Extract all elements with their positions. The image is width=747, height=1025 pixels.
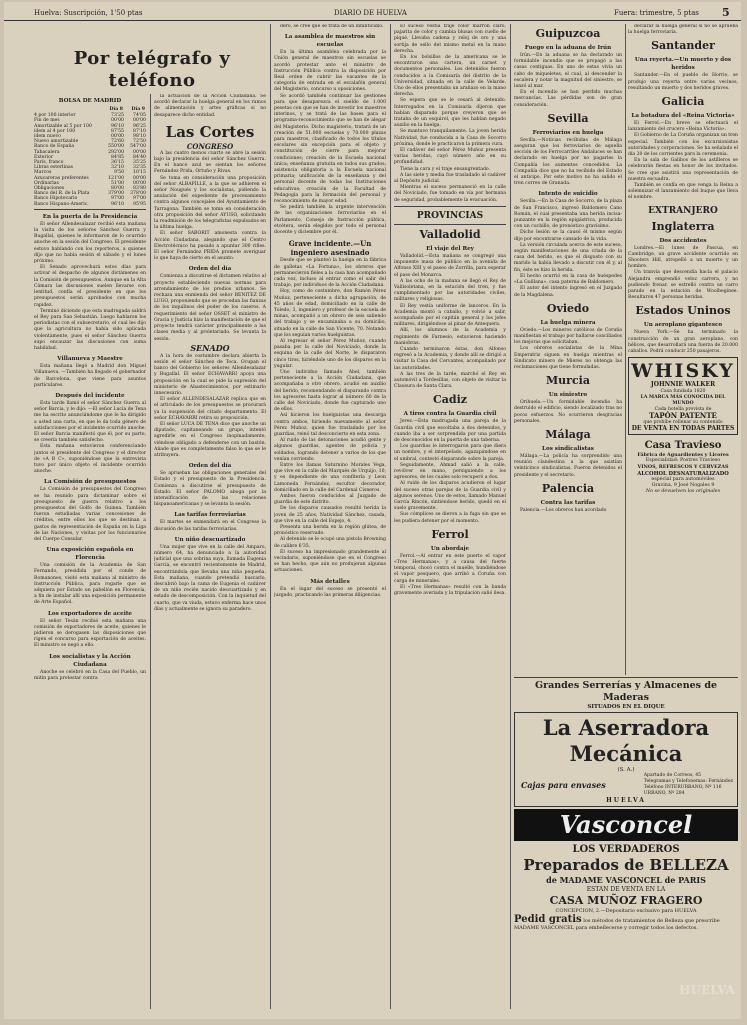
paragraph: A las cuatro menos cuarto se abre la sesión bajo la presidencia del señor Sánchez Guerra. En el banco azul se sientan los señores Fernández Prida, Ortuño y Rivas. xyxy=(154,150,266,175)
paragraph: La Comisión de presupuestos del Congreso se ha reunido para dictaminar sobre el presupuesto de guerra relativo a los presupuestos del Golfo de Guinea. También fueron estudiadas varias concesiones de créditos, entre ellos los que se destinan a gastos de representación de España en la Liga de las Naciones, y visitas por los funcionarios del Cuerpo Consular. xyxy=(34,487,146,542)
travieso-line: No se devuelven los originales xyxy=(645,489,721,495)
paragraph: Sevilla.—En la Casa de Socorro, de la plaza de San Francisco, ingresó Baldomero Cano Román, el cual presentaba una herida incisa-punzante en la región epigástrica, producida con un cuchillo, de pronóstico gravísimo. xyxy=(514,199,622,230)
paragraph: El señor Allendesalazar recibió esta mañana la visita de los señores Sánchez Guerra y Bugallal, quienes le informaron de lo ocurrido anoche en la sesión del Congreso. El presidente estuvo hablando con los reporteros, a quienes dijo que no había sesión el sábado y el lunes próximo. xyxy=(34,221,146,265)
column-6 xyxy=(628,24,738,675)
paragraph: El suceso vestía traje color marrón claro, pajarita de color y cambia blusas con cuello de piqué. Llevaba cadena y reloj de oro y una sortija de sello del mismo metal en la mano derecha. xyxy=(394,24,506,54)
headline: Una reyerta.—Un muerto y dos heridos xyxy=(634,57,732,72)
paragraph: Uno individuo llamado Abel, también perteneciente a la Acción Ciudadana, que acompañaba a otro obrero, acudió en auxilio del herido, recomendando el disparando contra los agresores hasta lograr al número 60 de la calle del Noviciado, donde fue capturado uno de ellos. xyxy=(274,369,386,413)
stock-name: Exterior xyxy=(34,154,54,160)
header-subscription: Huelva: Suscripción, 1'50 ptas xyxy=(34,9,143,17)
header-paper-title: DIARIO DE HUELVA xyxy=(334,9,407,17)
paragraph: En la sala de Galibos de los astilleros se celebrarán fiestas en honor de los invitados. Se cree que asistirá una representación de nuestra escuadra. xyxy=(628,158,738,182)
headline: Orden del día xyxy=(188,463,232,470)
paragraph: Se acordó también continuar las gestiones para que desaparezca el sueldo de 1.000 pesetas con que se han de investir los maestros interinos, y se tratá de las bases para el programa-reconocimiento que se han de alegar del Magisterio. Dicho magisterio, tratará de un creación de 51.000 escuelas y 70.000 plazas para maestros, clasificado de todos los títulos escolares sin excepción para el objeto y constitución de cierre para mejorar condiciones; creación de la Escuela nacional única; enseñanza gratuita en todos sus grados; asistencia obligatoria a la Escuela nacional primaria; unificación de la enseñanza y del personal docente de todas las Instituciones educativas; creación de la Facultad de Pedagogía para la formación del personal y reconocimiento de mayor edad. xyxy=(274,93,386,205)
whisky-sale: DE VENTA EN TODAS PARTES xyxy=(631,424,735,432)
headline: El viaje del Rey xyxy=(426,245,474,252)
stock-name: Nuevo amortizable xyxy=(34,139,79,145)
paragraph: declarar la huelga general si no se aprueba la huelga ferroviaria. xyxy=(628,24,738,36)
paragraph: El señor LUCA DE TENA dice que anoche un diputado, capitaneando un grupo, intentó agredirle en el Congreso inopinadamente, viéndose obligado a defenderse con un bastón. Añade que es completamente falso lo que se le atribuyera. xyxy=(154,421,266,458)
stock-value: 87'55 xyxy=(111,128,124,134)
headline: Los exportadores de aceite xyxy=(48,610,132,617)
paragraph: El señor Tesán recibió esta mañana una comisión de exportadores de aceite, quienes le pidieron se derogasen las disposiciones que rigen el concurso para exportación de aceites. El ministro se negó a ello. xyxy=(34,618,146,649)
paragraph: En la última asamblea celebrada por la Unión general de maestros sin escuelas se acordó protestar ante el ministro de Instrucción Pública contra la disposición por Real orden de cubrir las vacantes de la categoría de entrada en el escalafón general del Magisterio, concurso u oposiciones. xyxy=(274,50,386,93)
paragraph: Málaga.—La policía ha sorprendido una reunión clandestina a la que asistían veinticinco sindicalistas. Fueron detenidos el presidente y el secretario. xyxy=(514,453,622,478)
bottom-ads xyxy=(514,675,738,1005)
stock-name: 4 por 100 interior xyxy=(34,113,76,119)
travieso-line: Fábrica de Aguardientes y Licores xyxy=(637,451,729,458)
stock-value: 95'95 xyxy=(133,201,146,207)
paragraph: Sevilla.—Noticias recibidas de Málaga aseguran que los ferroviarios de aquella sección de los Ferrocarriles Andaluces se han declarado en huelga por no pagarles la Compañía los aumentos concedidos. La Compañía dice que no ha recibido del Estado el anticipo. Por este motivo no ha salido el tren correo de Granada. xyxy=(514,137,622,187)
paragraph: dero, se cree que se trata de un infanticidio. xyxy=(280,24,384,29)
paragraph: Ferrol.—Al entrar en este puerto el vapor «Tres Hermanas», y a causa del fuerte temporal, chocó contra el muelle, hundiéndose el vapor pesquero, que arribó a Coruña con carga de minerales. xyxy=(394,553,506,584)
vasconcel-casa: CASA MUÑOZ FRAGERO xyxy=(549,894,703,907)
paragraph: El «Tres Hermanas» resultó con la banda gravemente averiada y la tripulación salió ilesa. xyxy=(394,584,506,597)
stock-value: 80'00 xyxy=(111,186,124,192)
paragraph: El Senado aprovechará estos días para activar el despacho de algunos dictámenes en la Comisión de presupuestos. Aunque en la Alta Cámara las discusiones suelen llevarse con lentitud, confía el presidente en que los presupuestos serán aprobados con mucha rapidez. xyxy=(34,265,146,308)
aserradora-sa: (S. A.) xyxy=(617,767,635,773)
stock-name: Banco Hispano-Americ. xyxy=(34,201,89,207)
headline: Una exposición española en Florencia xyxy=(46,547,134,562)
stock-value: 32'35 xyxy=(133,165,146,171)
city-valladolid: Valladolid xyxy=(419,227,481,241)
stock-name: Marcos xyxy=(34,170,52,176)
whisky-sub: Cada botella provista de xyxy=(654,407,712,413)
provincias-title: PROVINCIAS xyxy=(416,210,484,221)
stock-value: 51'00 xyxy=(111,180,124,186)
congreso-title: CONGRESO xyxy=(186,141,234,151)
stock-value: 35'25 xyxy=(133,160,146,166)
country-inglaterra: Inglaterra xyxy=(651,219,715,233)
headline: Después del incidente xyxy=(55,392,125,399)
stock-value: 378'00 xyxy=(130,191,146,197)
paragraph: Una mujer que vive en la calle del Amparo, número 64, ha denunciado a la autoridad judicial que una sobrina suya, llamada Eugenia García, se encontró recientemente de Madrid, encontrándola que llevaba una niña pequeña. Esta mañana, cuando pretendió buscarlo, descubrió bajo la cama de Eugenia el cadáver de un niño recién nacido descuartizado y en estado de descomposición. Con la inquietud del cuarto, que va viuda, estuvo enferma hace unos días y actualmente se ignora su paradero. xyxy=(154,544,266,612)
stock-value: 84'40 xyxy=(133,154,146,160)
paragraph: Desde que se planteó la huelga en la fábrica de galletas «La Fortuna», los obreros que permanecieron fieles a la casa han acompañado cada vez, incluso al entrar como el salir del trabajo, por individuos de la Acción Ciudadana. xyxy=(274,258,386,289)
whisky-maker: JOHNNIE WALKER xyxy=(650,381,716,389)
stock-value: 97'00 xyxy=(133,196,146,202)
paragraph: El suceso ha impresionado grandemente al vecindario, suponiéndose que en el Congreso se han hecho, que aún no produjeran algunas actuaciones. xyxy=(274,549,386,574)
stock-name: ídem al 4 por 100 xyxy=(34,128,76,134)
paragraph: Cuando terminaron éstas, don Alfonso regresó a la Academia, y donde allí se dirigió a visitar la Casa del Cervantes, acompañado por las autoridades. xyxy=(394,346,506,371)
paragraph: Ambos fueron conducidos al Juzgado de guardia de este distrito. xyxy=(274,494,386,506)
headline: Grave incidente.—Un ingeniero asesinado xyxy=(288,239,372,258)
paragraph: A las siete y media fue trasladado al cadáver al Depósito judicial. xyxy=(394,172,506,185)
aserradora-city: HUELVA xyxy=(606,797,646,804)
headline: La asamblea de maestros sin escuelas xyxy=(284,34,376,49)
headline: Las tarifas ferroviarias xyxy=(174,512,246,519)
paragraph: Valladolid.—Esta mañana se congregó una imponente masa de público en la avenida de Alfonso XIII y el paseo de Zorrilla, para esperar el paso del Monarca. xyxy=(394,253,506,278)
stock-table xyxy=(34,106,146,207)
paragraph: Al ruido de los disparos acudieron el lugar del suceso otras parejas de la Guardia civil y algunos serenos. Uno de estos, llamado Manuel García Rincón, sintiéndose herido, quedó en el suelo gravemente. xyxy=(394,481,506,512)
stock-value: 32'10 xyxy=(111,165,124,171)
paragraph: Un tranvía que descendía hacia el palacio Alejandra emprendió veloz carrera, y no pudiendo frenar, se estrelló contra un carro parado en la estación de Woolbeginee. Resultaron 47 personas heridas. xyxy=(628,270,738,301)
stock-value: 00'00 xyxy=(111,134,124,140)
column-2 xyxy=(154,94,266,1009)
cortes-title: Las Cortes xyxy=(165,122,255,141)
paragraph: Hoy, como de costumbre, don Ramón Pérez Muñoz, perteneciente a dicha agrupación, de 45 años de edad, domiciliado en la calle de Toledo, 3, ingeniero y profesor de la escuela de minas, acompañó a un obrero de seis saliendo del trabajo y se encaminaba a su domicilio, situado en la calle de San Vicente, 70. Notando que los seguían varios huelguistas. xyxy=(274,289,386,338)
serrerias-location: SITUADOS EN EL DIQUE xyxy=(587,704,665,710)
section-title: Por telégrafo y teléfono xyxy=(73,48,231,91)
paragraph: La versión circulada acerca de este suceso, según manifestaciones de una criada de la casa del herido, es que el disgusto con su marido la había llevado a discutir con él y, al fin, éste se hizo la herida. xyxy=(514,242,622,273)
column-4 xyxy=(394,24,506,1009)
paragraph: Terminó diciendo que esta madrugada saldrá el Rey para San Sebastián. Luego hablaron los periodistas con el subsecretario, el cual les dijo que la agricultura no había sido aplicada violentamente, pues el señor Sánchez Guerra supo encauzar las discusiones con suma habilidad. xyxy=(34,308,146,351)
paragraph: Comienza a discutirse el dictamen relativo al proyecto estableciendo nuevas normas para arrendamiento de los predios urbanos. Se rechaza una enmienda del señor BENITEZ DE LUGO, proponiendo que se procedan las fianzas de los inquilinos del poder de los caseros. A requerimiento del señor OSSET el ministro de Gracia y Justicia hizo la manifestación de que el proyecto tendrá carácter principalmente a las clases media y al proletariado. Se levanta la sesión. xyxy=(154,274,266,342)
city-murcia: Murcia xyxy=(546,374,590,388)
whisky-founded: Casa fundada 1820 xyxy=(660,388,706,394)
paragraph: Orihuela.—Un formidable incendio ha destruido el edificio, siendo localizado tras no pocos esfuerzos. No ocurrieron desgracias personales. xyxy=(514,400,622,424)
headline: A tiros contra la Guardia civil xyxy=(403,411,497,418)
headline: Un aeroplano gigantesco xyxy=(643,322,723,329)
stock-value: 121'00 xyxy=(108,175,124,181)
stock-value: 97'00 xyxy=(111,196,124,202)
aserradora-cajas: Cajas para envases xyxy=(521,780,606,790)
headline: La Comisión de presupuestos xyxy=(44,479,136,486)
paragraph: Dicho lesión se la causó él mismo según dijo por encontrarse cansado de la vida. xyxy=(514,230,622,242)
stock-value: 72'50 xyxy=(133,139,146,145)
column-1 xyxy=(34,94,146,1009)
stock-value: 72'60 xyxy=(111,139,124,145)
headline: Más detalles xyxy=(310,578,350,585)
city-santander: Santander xyxy=(651,39,715,53)
paragraph: la actuación de la Acción Ciudadana. Se acordó declarar la huelga general en los ramos de alimentación y artes gráficas si no desaparece dicho entidad. xyxy=(154,94,266,118)
travieso-line: Especialidad: Postres Travieso xyxy=(645,458,721,464)
headline: Contra las tarifas xyxy=(540,499,596,506)
travieso-line: ALCOHOL DESNATURALIZADO xyxy=(637,470,729,477)
paragraph: Al regresar el señor Pérez Muñoz, cuando pasaba por la calle del Noviciado, donde la esquina de la calle del Norte, le dispararon cinco tiros, hiriéndole uno de los disparos en la yugular. xyxy=(274,338,386,369)
serrerias-headline: Grandes Serrerías y Almacenes de Maderas xyxy=(534,680,718,703)
headline: Un siniestro xyxy=(548,392,588,399)
column-5 xyxy=(514,24,622,675)
paragraph: Santander.—En el pueblo de Horrio, se produjo una reyerta entre varios vecinos, resultando un muerto y dos heridos graves. xyxy=(628,73,738,91)
stock-value: 83'80 xyxy=(133,186,146,192)
stock-name: Azucareras preferentes xyxy=(34,175,89,181)
paragraph: En el lugar del suceso se presentó el juzgado, practicando las primeras diligencias. xyxy=(274,586,386,598)
paragraph: En los bolsillos de la americana se le encontraron una cartera, un carnet y documentos personales. Los detenidos fueron conducidos a la Comisaría del distrito de la Universidad, situada en la calle de Velarde. Uno de ellos presentaba un arañazo en la mano derecha. xyxy=(394,55,506,98)
headline: Ferroviarios en huelga xyxy=(532,129,604,136)
paragraph: El hecho ocurrió en la casa de huéspedes «La Guillana», casa paterna de Baldomero. xyxy=(514,273,622,286)
stock-header-day8: Día 8 xyxy=(109,107,123,112)
paragraph: Se espera que se le cesará al detenido. Interrogados en la Comisaría dijeron que habían disparado porque creyeron que se trataba de un esquirol, que les habían negado auxilio en la huelga. xyxy=(394,98,506,129)
column-3 xyxy=(274,24,386,1009)
country-estados-unidos: Estados Uninos xyxy=(635,304,731,318)
travieso-name: Casa Travieso xyxy=(644,439,722,451)
paragraph: Jerez.—Esta madrugada una pareja de la Guardia civil que escoltaba a dos detenidos, y cuando iba a ser sorprendida por una partida de desconocidos en la puerta de una taberna. xyxy=(394,419,506,443)
paragraph: Así hicieron los huelguistas una descarga contra ambos, hiriendo nuevamente al señor Pérez Muñoz, quien fue trasladado por los guardias, reinó tal desconcierto en esta zona. xyxy=(274,413,386,437)
paragraph: Allí, los alumnos de la Academia y regimiento de Farnesio, estuvieron haciendo maniobras. xyxy=(394,328,506,346)
bolsa-title: BOLSA DE MADRID xyxy=(58,98,122,104)
paragraph: Nueva York.—Se ha terminado la construcción de un gran aeroplano, con hélices, que desarrollará una fuerza de 20.000 caballos. Podrá conducir 250 pasajeros. xyxy=(628,330,738,355)
headline: Orden del día xyxy=(188,266,232,273)
aserradora-ad xyxy=(514,712,738,807)
paragraph: Al detenido se le ocupó una pistola Browning de calibre 6'35. xyxy=(274,537,386,549)
paragraph: Al ruido de las detonaciones acudió gente y algunos guardias, agentes de policía y soldados, logrando detener a varios de los que venían corriendo. xyxy=(274,438,386,462)
paragraph: El autor del intento ingresó en el Juzgado de la Magdalena. xyxy=(514,286,622,298)
stock-value: 292'00 xyxy=(108,149,124,155)
whisky-tagline: LA MARCA MÁS CONOCIDA DEL MUNDO xyxy=(640,394,726,406)
headline: La huelga minera xyxy=(540,319,596,326)
headline: Villanueva y Maestre xyxy=(57,356,123,363)
stock-value: 87'10 xyxy=(133,128,146,134)
stock-value: 00'00 xyxy=(133,180,146,186)
vasconcel-banner: Vasconcel xyxy=(514,809,738,841)
paragraph: Seguidamente, Ahmad salió a la calle, revólver en mano, persiguiendo a los agresores, de los cuales solo recuperó a dos. xyxy=(394,462,506,481)
stock-value: 84'85 xyxy=(111,154,124,160)
vasconcel-pedid-rest: los métodos de tratamientos de Belleza que prescribe MADAME VASCONCEL para embellecerse y corregir todos los defectos. xyxy=(514,918,720,931)
paragraph: Esta tarde llamó el señor Sánchez Guerra al señor Barcia, y le dijo: —El señor Lucía de Tena me ha escrito anunciándome que le ha dirigido a usted una carta, en que le da toda género de satisfacciones por el incidente ocurrido anoche. El señor Barcia manifestó que él, por su parte, se creería también satisfecho. xyxy=(34,400,146,444)
headline: Intento de suicidio xyxy=(538,191,598,198)
stock-name: ídem nuevo xyxy=(34,134,61,140)
stock-name: Banco del R. de la Plata xyxy=(34,191,90,197)
city-malaga: Málaga xyxy=(545,427,591,441)
stock-value: 550'00 xyxy=(108,144,124,150)
headline: Un niño descuartizado xyxy=(174,536,246,543)
stock-value: 98'10 xyxy=(133,134,146,140)
stock-value: 00'00 xyxy=(133,118,146,124)
watermark-text: HUELVA xyxy=(679,983,735,997)
city-sevilla: Sevilla xyxy=(547,111,589,125)
stock-value: 10'15 xyxy=(133,170,146,176)
vasconcel-preparados: Preparados de BELLEZA xyxy=(523,856,729,874)
vasconcel-estan: ESTAN DE VENTA EN LA xyxy=(586,886,666,893)
stock-value: 96'25 xyxy=(133,123,146,129)
stock-name: Banco Hipotecario xyxy=(34,196,78,202)
stock-name: Fin de mes xyxy=(34,118,60,124)
paragraph: Palencia.—Los obreros han acordado xyxy=(520,507,607,513)
stock-value: 74'05 xyxy=(133,113,146,119)
paragraph: Los guardias le interrogaron para que diera un nombre, y el interpelado, agazapándose en el umbral, contestó disparando sobre la pareja. xyxy=(394,444,506,462)
paragraph: De los disparos causados resultó herida la joven de 25 años, Natividad Sánchez, casada, que vive en la calle del Espejo, 4. xyxy=(274,506,386,524)
stock-header-day9: Día 9 xyxy=(131,107,145,112)
stock-value: 00'00 xyxy=(111,118,124,124)
stock-name: Ordinarias xyxy=(34,180,59,186)
stock-row xyxy=(34,202,146,207)
paragraph: El Ferrol.—En breve se efectuará el lanzamiento del crucero «Reina Victoria». xyxy=(628,121,738,133)
stock-name: Banco de España xyxy=(34,144,75,150)
paragraph: A las tres de la tarde, marchó el Rey en automóvil a Tordesillas, con objeto de visitar la Clausura de Santa Clara. xyxy=(394,371,506,390)
extranjero-title: EXTRANJERO xyxy=(648,205,718,216)
paragraph: Esta mañana estuvieron conferenciando juntos el presidente del Congreso y el director de «A B C», suponiéndose que la entrevista tuvo por único objeto el incidente ocurrido anoche. xyxy=(34,444,146,475)
city-ferrol: Ferrol xyxy=(431,527,469,541)
stock-name: Libras esterlinas xyxy=(34,165,74,171)
travieso-line: especial para automóviles xyxy=(651,476,715,482)
paragraph: Presenta una herida en la región glútea, de pronóstico reservado. xyxy=(274,525,386,537)
city-palencia: Palencia xyxy=(541,481,595,495)
aserradora-name: La Aserradora Mecánica xyxy=(542,715,710,766)
senado-title: SENADO xyxy=(190,342,230,353)
headline: Los sindicalistas xyxy=(542,445,594,452)
region-guipuzcoa: Guipuzcoa xyxy=(535,27,601,40)
stock-value: 73'25 xyxy=(111,113,124,119)
paragraph: Sus cómplices se dieron a la fuga sin que se les pudiera detener por el momento. xyxy=(394,512,506,524)
paragraph: Se aprueban las obligaciones generales del Estado y el presupuesto de la Presidencia. Comienza a discutirse el presupuesto de Estado. El señor PALOMO aboga por la intensificación de las relaciones hispanoamericanas y se levanta la sesión. xyxy=(154,471,266,508)
city-oviedo: Oviedo xyxy=(546,301,590,315)
paragraph: Se mantuvo tranquilamente. La joven herida Natividad, fue conducida a la Casa de Socorro próxima, donde le practicaron la primera cura. xyxy=(394,129,506,147)
stock-name: Tabacalera xyxy=(34,149,60,155)
stock-name: Obligaciones xyxy=(34,186,65,192)
paragraph: Irún.—En la aduana se ha declarado un formidable incendio que se propagó a las casas contiguas. En uno de estas vivía un cabo de miqueletes, el cual, al descender la escalera y notar la magnitud del siniestro, se lanzó al mar. xyxy=(514,53,622,90)
headline: Dos accidentes xyxy=(659,237,707,244)
stock-name: París, franco xyxy=(34,160,64,166)
stock-value: 00'00 xyxy=(133,149,146,155)
paragraph: El martes se enmendará en el Congreso la discusión de las tarifas ferroviarias. xyxy=(154,520,266,532)
travieso-line: VINOS, REFRESCOS Y CERVEZAS xyxy=(637,464,729,471)
whisky-patent: TAPÓN PATENTE xyxy=(649,411,717,421)
stock-name: Amortizable al 5 por 100 xyxy=(34,123,92,129)
header-price-outside: Fuera: trimestre, 5 ptas xyxy=(614,9,699,17)
paragraph: Mientras el suceso permaneció en la calle del Noviciado, fue tomado en vía por hermana de seguridad, probablemente la evacuación. xyxy=(394,185,506,203)
vasconcel-verdaderos: LOS VERDADEROS xyxy=(572,844,680,855)
vasconcel-concepcion: CONCEPCION, 2.—Depositario exclusivo para HUELVA xyxy=(555,908,697,914)
stock-value: 9'50 xyxy=(113,170,124,176)
page-header xyxy=(4,6,741,21)
paragraph: El señor SABORIT amonesta contra la Acción Ciudadana, alegando que el Centro Electrotécnico ha pasado a apuntar 300 rifles. El señor Fernández PRIDA promete averiguar lo que haya de cierto en el asunto. xyxy=(154,231,266,262)
paragraph: Londres.—El lunes de Pascua, en Cambridge, un grave accidente ocurrido en Shooters Hill, atropelló a un muerto y un hombre. xyxy=(628,245,738,270)
headline: Los socialistas y la Acción Ciudadana xyxy=(49,653,131,668)
aserradora-urbano: URBANO, Nº 284 xyxy=(643,791,685,796)
paragraph: Esta mañana llegó a Madrid don Miguel Villanueva. —También ha llegado el gobernador de Barcelona, que viene para asuntos particulares. xyxy=(34,364,146,388)
headline: La botadura del «Reina Victoria» xyxy=(631,113,735,120)
headline: Fuego en la aduana de Irún xyxy=(524,45,612,51)
stock-value: 96'10 xyxy=(111,201,124,207)
paragraph: Oviedo.—Los mineros católicos de Coruña manifiestan el trabajo por hallarse conciliados los mejoras que solicitaban. xyxy=(514,327,622,346)
paragraph: Anoche se celebró en la Casa del Pueblo, un mitin para protestar contra xyxy=(34,669,146,681)
watermark-logo xyxy=(677,975,737,1005)
paragraph: El cadáver del señor Pérez Muñoz presenta varias heridas, cayó número año en su profundidad. xyxy=(394,148,506,166)
headline: En la puerta de la Presidencia xyxy=(42,213,138,220)
whisky-brand: WHISKY xyxy=(631,360,735,383)
vasconcel-madame: de MADAME VASCONCEL de PARIS xyxy=(546,875,706,885)
paragraph: Se pedirá también la urgente intervención de las organizaciones ferroviarias en el Parlamento, Consejo de Instrucción pública, etcétera, serán elegidos por todo el personal docente y diciembre por él. xyxy=(274,205,386,236)
paragraph: Se toma en consideración una proposición del señor ALBAPILLE, a la que se adhieren el señor Nougués y los socialistas, pidiendo la anulación del expediente de procesamiento contra algunos concejales del Ayuntamiento de Tarragona. También se toma en consideración otra proposición del señor AYUSO, solicitando la readmisión de los telegrafistas expulsados en la última huelga. xyxy=(154,175,266,231)
paragraph: En el incendio se han perdido muchas mercancías. Las pérdidas son de gran consideración. xyxy=(514,90,622,108)
whisky-patent-sub: que prohíbe rellenar su contenido xyxy=(643,419,723,425)
aserradora-address: Apartado de Correos, 45 xyxy=(643,773,702,778)
whisky-ad xyxy=(628,357,738,435)
aserradora-tel2: Teléfono INTERURBANO, Nº 116 xyxy=(643,785,722,790)
stock-value: 96'10 xyxy=(111,123,124,129)
city-cadiz: Cadiz xyxy=(433,393,467,407)
stock-value: 379'00 xyxy=(108,191,124,197)
paragraph: Entre los llamas Saturnino Morales Vega, que vive en la calle del Marqués de Urquijo, 10, y es dependiente de una confitería y Leon Lamoneda Fernández, escultor decorador, domiciliado en la calle del Cardenal Cisneros. xyxy=(274,463,386,493)
paragraph: A las ocho de la mañana se llegó el Rey de Vallisoletana, en la estación del tren, y fue cumplimentado por las autoridades civiles, militares y religiosas. xyxy=(394,278,506,303)
travieso-line: Gravina, 9 José Nogales 9 xyxy=(651,482,715,488)
newspaper-page xyxy=(4,2,741,1019)
paragraph: A la hora de costumbre declara abierta la sesión el señor Sánchez de Toca. Ocupan el banco del Gobierno los señores Allendesalazar y Bugallal. El señor ECHAVARRI apoya una proposición en la cual se pide la supresión del ministerio de Abastecimientos, por estimarlo innecesario. xyxy=(154,353,266,396)
page-number: 5 xyxy=(722,6,730,19)
paragraph: Tiene la cara y el traje ensangrentado. xyxy=(400,166,491,172)
aserradora-tel: Telegramas y Telefonemas: Fernández xyxy=(643,779,733,784)
region-galicia: Galicia xyxy=(661,95,705,109)
headline: Un abordaje xyxy=(430,545,470,552)
vasconcel-pedid: Pedid gratis xyxy=(514,914,582,925)
paragraph: Una comisión de la Academia de San Fernando, presidida por el conde de Romanones, visitó esta mañana al ministro de Instrucción Pública, para rogarle que se adquiera por Estado un pabellón en Florencia, a fin de instalar allí una exposición permanente de Arte Español. xyxy=(34,563,146,606)
stock-value: 36'15 xyxy=(111,160,124,166)
paragraph: El Gobierno de La Coruña organizan un tren especial. También con los excursionistas autoridades y corporaciones. Se ha señalado el día 20 de los corrientes para la ceremonia. xyxy=(628,133,738,158)
travieso-ad xyxy=(628,437,738,497)
paragraph: Los obreros socialistas de la Mina Emperatriz siguen en huelga mientras el Sindicato minero de Mieres no obtenga las reclamaciones que tiene formuladas. xyxy=(514,346,622,370)
paragraph: El señor ALLENDESALAZAR replica que en el articulado de los presupuestos se procurará ya la suspensión del citado departamento. El señor ECHAVARRI retira su proposición. xyxy=(154,397,266,421)
paragraph: También se confía en que venga la Reina a solemnizar el lanzamiento del buque que lleva el nombre. xyxy=(628,183,738,201)
stock-value: 547'00 xyxy=(130,144,146,150)
paragraph: El Rey vestía uniforme de lanceros. En la Academia montó a caballo, y volvió a salir, acompañado por el capitán general y los jefes militares, dirigiéndose al pinar de Antequera. xyxy=(394,303,506,328)
stock-value: 00'00 xyxy=(133,175,146,181)
